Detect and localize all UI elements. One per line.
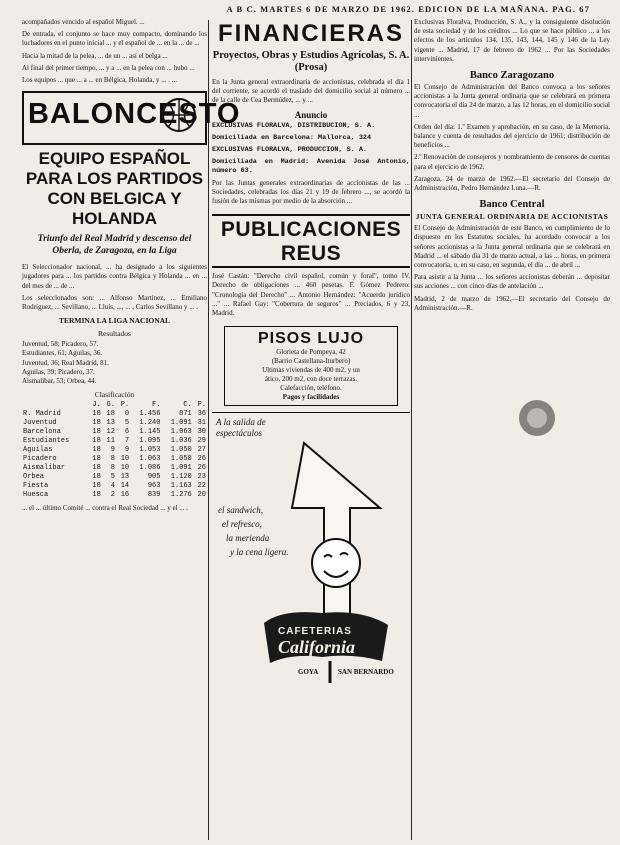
table-row bbox=[22, 428, 207, 437]
table-row bbox=[22, 410, 207, 419]
table-header-row bbox=[22, 401, 207, 410]
stat-cell: 2 bbox=[110, 491, 115, 500]
team-name-cell: Barcelona bbox=[23, 428, 61, 437]
standings-table bbox=[22, 401, 207, 500]
anuncio-company: EXCLUSIVAS FLORALVA, DISTRIBUCION, S. A. bbox=[212, 121, 376, 130]
column-divider bbox=[411, 20, 412, 840]
team-name-cell: Picadero bbox=[23, 455, 57, 464]
headline: EQUIPO ESPAÑOL PARA LOS PARTIDOS CON BELGICA Y HOLANDA bbox=[25, 149, 204, 229]
stat-cell: 26 bbox=[197, 455, 206, 464]
ad-brand-name: California bbox=[278, 637, 356, 658]
result-line: Estudiantes, 61; Aguilas, 36. bbox=[22, 349, 103, 358]
stat-cell: 1.063 bbox=[170, 428, 192, 437]
liga-title: TERMINA LA LIGA NACIONAL bbox=[58, 316, 171, 326]
standings-body bbox=[22, 410, 207, 500]
anuncio-company: EXCLUSIVAS FLORALVA, PRODUCCION, S. A. bbox=[212, 145, 367, 154]
team-name-cell: Huesca bbox=[23, 491, 49, 500]
bank-paragraph: Para asistir a la Junta ... los señores accionistas deberán ... depositar sus acciones ... con cinco días de antelación ... bbox=[414, 273, 610, 291]
bank-subtitle: JUNTA GENERAL ORDINARIA DE ACCIONISTAS bbox=[415, 212, 609, 222]
stat-cell: 12 bbox=[106, 428, 115, 437]
stat-cell: 29 bbox=[197, 437, 206, 446]
stat-cell: 1.240 bbox=[139, 419, 161, 428]
stat-cell: 31 bbox=[197, 419, 206, 428]
table-header-cell: P. bbox=[197, 401, 206, 410]
article-footer: ... el ... último Comité ... contra el Real Sociedad ... y el ... . bbox=[22, 504, 189, 513]
bank-paragraph: Orden del día: 1.º Examen y aprobación, en su caso, de la Memoria, balance y cuenta de resultados del ejercicio de 1961; distribución de beneficios ... bbox=[414, 122, 610, 150]
intro-paragraph: Hacia la mitad de la pelea, ... de un ... así el belga ... bbox=[22, 51, 168, 60]
pisos-line: Calefacción, teléfono. bbox=[280, 384, 342, 393]
stat-cell: 18 bbox=[92, 410, 101, 419]
stat-cell: 6 bbox=[124, 428, 130, 437]
stat-cell: 963 bbox=[147, 482, 161, 491]
subheadline: Triunfo del Real Madrid y descenso del Oberla, de Zaragoza, en la Liga bbox=[37, 234, 192, 257]
pisos-line: (Barrio Castellana-Iturbero) bbox=[271, 357, 351, 366]
pisos-line: ático, 200 m2, con doce terrazas. bbox=[264, 375, 358, 384]
team-name-cell: Orbea bbox=[23, 473, 45, 482]
anuncio-address: Domiciliada en Barcelona: Mallorca, 324 bbox=[212, 133, 372, 142]
intro-paragraph: Los equipos ... que ... a ... en Bélgica, Holanda, y ... . ... bbox=[22, 76, 177, 85]
stat-cell: 18 bbox=[106, 410, 115, 419]
bank-paragraph: 2.º Renovación de consejeros y nombramiento de censores de cuentas para el ejercicio de 1962. bbox=[414, 153, 610, 171]
notice-paragraph: Exclusivas Floralva, Producción, S. A., y la consiguiente disolución de esta sociedad y de los créditos ... Lo que se hace público ... a los efectos de los artículos 134, 135, 143, 144, 145 y 146 de la Ley vigente ... Madrid, 17 de febrero de 1962 ... Por las Sociedades intervinientes. bbox=[414, 18, 610, 63]
table-header-cell: C. bbox=[183, 401, 192, 410]
team-name-cell: Juventud bbox=[23, 419, 57, 428]
table-row bbox=[22, 446, 207, 455]
ad-location: SAN BERNARDO bbox=[338, 668, 394, 677]
stat-cell: 18 bbox=[92, 482, 101, 491]
publicaciones-text: José Castán: "Derecho civil español, común y foral", tomo IV. Derecho de obligaciones ... 460 pesetas. F. Gómez Pedrero: "Cronología del Derecho" ... Antonio Hernández: "Acuerdo jurídico ..." ... Rafael Gay: "Cobertura de seguros" ... Preciados, 6 y 23, Madrid. bbox=[212, 272, 410, 318]
team-name-cell: Fiesta bbox=[23, 482, 49, 491]
publicaciones-title: PUBLICACIONES REUS bbox=[220, 218, 402, 266]
stat-cell: 26 bbox=[197, 464, 206, 473]
stat-cell: 1.063 bbox=[139, 455, 161, 464]
intro-paragraph: acompañados vencido al español Miguel. ... bbox=[22, 18, 145, 26]
result-line: Aismalibar, 53; Orbea, 44. bbox=[22, 377, 97, 386]
ad-location: GOYA bbox=[298, 668, 319, 677]
anuncio-title: Anuncio bbox=[294, 109, 328, 120]
stat-cell: 10 bbox=[120, 464, 130, 473]
stat-cell: 18 bbox=[92, 455, 101, 464]
stat-cell: 5 bbox=[110, 473, 115, 482]
stat-cell: 1.091 bbox=[170, 464, 192, 473]
table-header-cell bbox=[22, 401, 88, 410]
bank-paragraph: El Consejo de Administración del Banco convoca a los señores accionistas a la Junta general ordinaria que se celebrará en primera convocatoria el día 24 de marzo, a las 12 horas, en el domicilio social ... bbox=[414, 83, 610, 119]
section-logo-box bbox=[22, 91, 241, 145]
result-line: Juventud, 36; Real Madrid, 81. bbox=[22, 358, 109, 367]
stat-cell: 8 bbox=[110, 464, 115, 473]
stat-cell: 11 bbox=[106, 437, 115, 446]
stat-cell: 36 bbox=[197, 410, 206, 419]
pisos-line: Glorieta de Pompeya, 42 bbox=[276, 348, 346, 357]
publicaciones-box bbox=[212, 214, 410, 268]
table-header-cell: F. bbox=[152, 401, 161, 410]
stat-cell: 16 bbox=[120, 491, 130, 500]
stat-cell: 14 bbox=[120, 482, 130, 491]
ink-stamp-icon bbox=[514, 395, 560, 441]
section-logo: BALONCESTO bbox=[28, 98, 241, 131]
results-title: Resultados bbox=[98, 329, 131, 339]
table-row bbox=[22, 455, 207, 464]
pisos-line: Ultimas viviendas de 400 m2, y un bbox=[262, 366, 360, 375]
result-line: Juventud, 58; Picadero, 57. bbox=[22, 340, 99, 349]
ad-line: la merienda bbox=[226, 533, 270, 544]
article-paragraph: El Seleccionador nacional, ... ha designado a los siguientes jugadores para ... los partidos contra Bélgica y Holanda ... en ... del mes de ... de ... bbox=[22, 263, 207, 290]
stat-cell: 1.036 bbox=[170, 437, 192, 446]
stat-cell: 13 bbox=[120, 473, 130, 482]
stat-cell: 22 bbox=[197, 482, 206, 491]
pisos-title: PISOS LUJO bbox=[257, 330, 365, 348]
stat-cell: 18 bbox=[92, 464, 101, 473]
stat-cell: 18 bbox=[92, 428, 101, 437]
company-title: Proyectos, Obras y Estudios Agrícolas, S. A. (Prosa) bbox=[212, 50, 410, 73]
bank-paragraph: Madrid, 2 de marzo de 1962.—El secretario del Consejo de Administración.—R. bbox=[414, 294, 610, 312]
stat-cell: 0 bbox=[124, 410, 130, 419]
bank-paragraph: El Consejo de Administración de este Banco, en cumplimiento de lo dispuesto en los Estatutos sociales, ha acordado convocar a los señores accionistas a la Junta general ordinaria que se celebrará en Madrid ... el sábado día 31 de marzo actual, a las ... horas, en primera convocatoria, o, en su caso, en segunda, el día ... de abril ... bbox=[414, 224, 610, 270]
stat-cell: 18 bbox=[92, 473, 101, 482]
team-name-cell: Estudiantes bbox=[23, 437, 70, 446]
stat-cell: 9 bbox=[124, 446, 130, 455]
stat-cell: 1.050 bbox=[170, 455, 192, 464]
intro-paragraph: Al final del primer tiempo, ... y a ... en la pelea con ... hubo ... bbox=[22, 63, 195, 72]
page-header: A B C. MARTES 6 DE MARZO DE 1962. EDICION DE LA MAÑANA. PAG. 67 bbox=[226, 4, 590, 14]
stat-cell: 10 bbox=[120, 455, 130, 464]
stat-cell: 1.456 bbox=[139, 410, 161, 419]
stat-cell: 1.120 bbox=[170, 473, 192, 482]
stat-cell: 18 bbox=[92, 437, 101, 446]
stat-cell: 905 bbox=[147, 473, 161, 482]
anuncio-address: Domiciliada en Madrid: Avenida José Antonio, número 63. bbox=[212, 157, 410, 175]
result-line: Aguilas, 39; Picadero, 37. bbox=[22, 367, 95, 376]
right-column bbox=[414, 18, 610, 840]
stat-cell: 23 bbox=[197, 473, 206, 482]
table-title: Clasificación bbox=[94, 390, 135, 400]
basketball-icon bbox=[161, 97, 197, 133]
cafeterias-ad bbox=[212, 412, 410, 688]
stat-cell: 1.086 bbox=[139, 464, 161, 473]
anuncio-text: Por las Juntas generales extraordinarias de accionistas de las ... Sociedades, celebradas los días 21 y 19 de febrero ..., se acordó la fusión de las mismas por medio de la absorción ... bbox=[212, 178, 410, 206]
intro-paragraph: De entrada, el conjunto se hace muy compacto, dominando los luchadores en el punto inicial ... y el español de ... en la ... de ... bbox=[22, 30, 207, 48]
stat-cell: 18 bbox=[92, 446, 101, 455]
stat-cell: 9 bbox=[110, 446, 115, 455]
table-row bbox=[22, 491, 207, 500]
stat-cell: 8 bbox=[110, 455, 115, 464]
table-row bbox=[22, 482, 207, 491]
column-divider bbox=[208, 20, 209, 840]
table-row bbox=[22, 464, 207, 473]
stat-cell: 871 bbox=[179, 410, 192, 419]
table-row bbox=[22, 437, 207, 446]
table-header-cell: G. bbox=[106, 401, 115, 410]
article-paragraph: Los seleccionados son: ... Alfonso Martínez, ... Emiliano Rodríguez, ... Sevillano, ... Lluís, ..., ... , Carlos Sevillano y ... . bbox=[22, 293, 207, 312]
middle-column bbox=[212, 18, 410, 840]
ad-heading: A la salida de espectáculos bbox=[216, 417, 266, 439]
pisos-line: Pagos y facilidades bbox=[282, 393, 340, 402]
bank-title: Banco Zaragozano bbox=[469, 70, 555, 82]
team-name-cell: Aguilas bbox=[23, 446, 53, 455]
table-header-cell: P. bbox=[120, 401, 130, 410]
ad-line: y la cena ligera. bbox=[230, 547, 289, 558]
stat-cell: 1.145 bbox=[139, 428, 161, 437]
stat-cell: 18 bbox=[92, 491, 101, 500]
table-row bbox=[22, 473, 207, 482]
section-title: FINANCIERAS bbox=[217, 20, 404, 47]
stat-cell: 1.050 bbox=[170, 446, 192, 455]
stat-cell: 1.163 bbox=[170, 482, 192, 491]
stat-cell: 1.053 bbox=[139, 446, 161, 455]
bank-paragraph: Zaragoza, 24 de marzo de 1962.—El secretario del Consejo de Administración, Pedro Hernández Luna.—R. bbox=[414, 174, 610, 193]
stat-cell: 1.276 bbox=[170, 491, 192, 500]
ad-line: el refresco, bbox=[222, 519, 262, 530]
stat-cell: 1.091 bbox=[170, 419, 192, 428]
table-row bbox=[22, 419, 207, 428]
table-header-cell: J. bbox=[92, 401, 101, 410]
stat-cell: 1.095 bbox=[139, 437, 161, 446]
stat-cell: 7 bbox=[124, 437, 130, 446]
stat-cell: 13 bbox=[106, 419, 115, 428]
ad-line: el sandwich, bbox=[218, 505, 263, 516]
bank-title: Banco Central bbox=[479, 199, 545, 211]
team-name-cell: R. Madrid bbox=[23, 410, 61, 419]
team-name-cell: Aismalibar bbox=[23, 464, 66, 473]
pisos-ad bbox=[224, 326, 398, 406]
stat-cell: 30 bbox=[197, 428, 206, 437]
company-text: En la Junta general extraordinaria de accionistas, celebrada el día 1 del corriente, se acordó el traslado del domicilio social al número ... de la calle de Cea Bermúdez, ... y ... bbox=[212, 78, 410, 105]
stat-cell: 839 bbox=[147, 491, 161, 500]
stat-cell: 20 bbox=[197, 491, 206, 500]
stat-cell: 4 bbox=[110, 482, 115, 491]
ad-brand-label: CAFETERIAS bbox=[278, 626, 352, 638]
stat-cell: 27 bbox=[197, 446, 206, 455]
stat-cell: 5 bbox=[124, 419, 130, 428]
stat-cell: 18 bbox=[92, 419, 101, 428]
